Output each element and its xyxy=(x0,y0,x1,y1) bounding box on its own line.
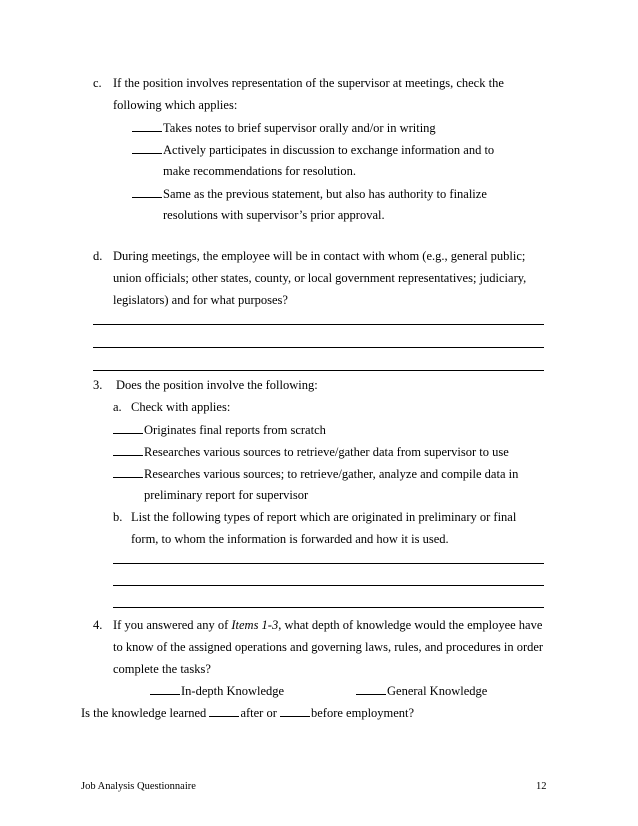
item-4-line1: If you answered any of Items 1-3, what depth of knowledge would the employee have xyxy=(113,618,543,632)
item-3-label: 3. xyxy=(93,378,103,392)
answer-line[interactable] xyxy=(113,585,544,586)
item-4-label: 4. xyxy=(93,618,103,632)
item-3b-line1: List the following types of report which are originated in preliminary or final xyxy=(131,510,517,524)
check-blank[interactable] xyxy=(209,706,239,717)
option-in-depth: In-depth Knowledge xyxy=(150,684,284,698)
check-blank[interactable] xyxy=(280,706,310,717)
section-c-option-3: Same as the previous statement, but also has authority to finalize xyxy=(132,187,487,201)
item-3a-option-3: Researches various sources; to retrieve/gather, analyze and compile data in xyxy=(113,467,518,481)
check-blank[interactable] xyxy=(113,423,143,434)
item-3b-label: b. xyxy=(113,510,123,524)
item-3a-option-2: Researches various sources to retrieve/gather data from supervisor to use xyxy=(113,445,509,459)
check-blank[interactable] xyxy=(132,143,162,154)
section-d-line1: During meetings, the employee will be in contact with whom (e.g., general public; xyxy=(113,249,526,263)
answer-line[interactable] xyxy=(93,370,544,371)
section-c-option-2: Actively participates in discussion to exchange information and to xyxy=(132,143,494,157)
section-c-option-2-cont: make recommendations for resolution. xyxy=(163,164,356,178)
footer-title: Job Analysis Questionnaire xyxy=(81,781,196,792)
answer-line[interactable] xyxy=(113,563,544,564)
answer-line[interactable] xyxy=(113,607,544,608)
section-d-line3: legislators) and for what purposes? xyxy=(113,293,288,307)
check-blank[interactable] xyxy=(150,684,180,695)
section-c-option-1: Takes notes to brief supervisor orally and/or in writing xyxy=(132,121,436,135)
section-d-label: d. xyxy=(93,249,103,263)
check-blank[interactable] xyxy=(113,467,143,478)
section-c-label: c. xyxy=(93,76,102,90)
item-3a-label: a. xyxy=(113,400,122,414)
check-blank[interactable] xyxy=(356,684,386,695)
section-c-option-3-cont: resolutions with supervisor’s prior approval. xyxy=(163,208,385,222)
item-4-line3: complete the tasks? xyxy=(113,662,211,676)
item-3-question: Does the position involve the following: xyxy=(116,378,318,392)
item-3a-option-1: Originates final reports from scratch xyxy=(113,423,326,437)
item-3b-line2: form, to whom the information is forwarded and how it is used. xyxy=(131,532,449,546)
item-3a-option-3-cont: preliminary report for supervisor xyxy=(144,488,309,502)
check-blank[interactable] xyxy=(132,187,162,198)
section-c-question-line1: If the position involves representation of the supervisor at meetings, check the xyxy=(113,76,504,90)
check-blank[interactable] xyxy=(113,445,143,456)
item-4-line2: to know of the assigned operations and governing laws, rules, and procedures in order xyxy=(113,640,544,654)
section-c-question-line2: following which applies: xyxy=(113,98,238,112)
item-3a-text: Check with applies: xyxy=(131,400,231,414)
option-general: General Knowledge xyxy=(356,684,487,698)
page-number: 12 xyxy=(536,781,547,792)
section-d-line2: union officials; other states, county, or local government representatives; judiciary, xyxy=(113,271,527,285)
knowledge-learned-line: Is the knowledge learned after or before employment? xyxy=(81,706,415,720)
answer-line[interactable] xyxy=(93,324,544,325)
check-blank[interactable] xyxy=(132,121,162,132)
answer-line[interactable] xyxy=(93,347,544,348)
